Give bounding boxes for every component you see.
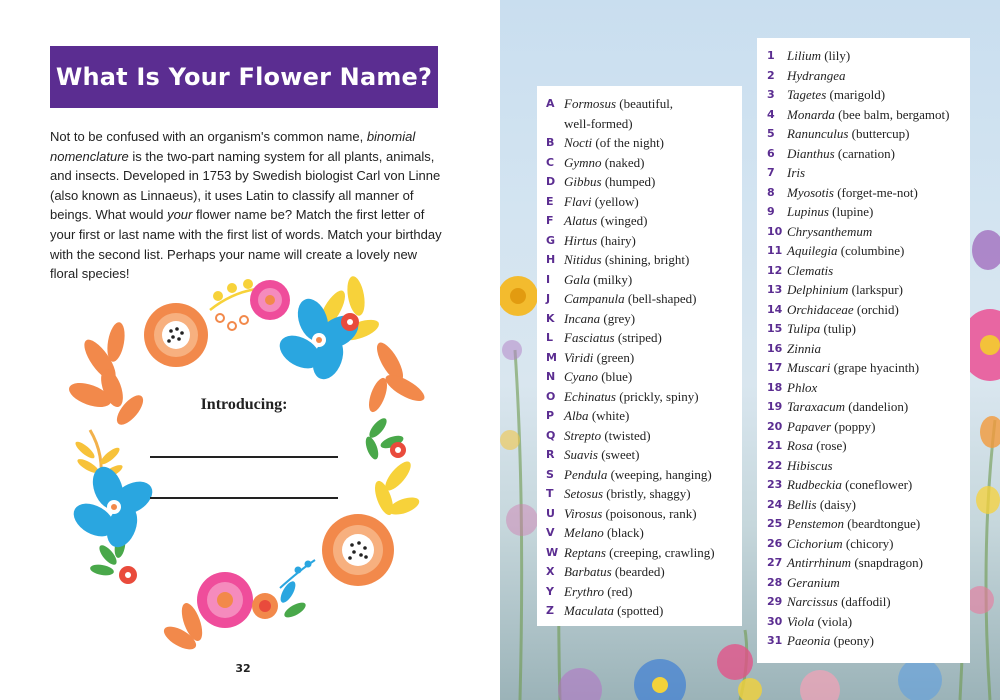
letter-entry-latin-word: Strepto [564, 427, 602, 443]
letter-entry-row [546, 387, 742, 407]
number-entry-row [767, 261, 970, 281]
letter-entry-key: E [546, 194, 554, 208]
letter-entry-meaning: (white) [588, 408, 630, 423]
number-entry-meaning: (viola) [814, 613, 853, 629]
letter-entry-meaning: (creeping, crawling) [605, 544, 715, 560]
number-entry-key: 20 [767, 419, 783, 433]
letter-entry-text [564, 192, 742, 212]
letter-entry-text [564, 445, 742, 465]
letter-entry-text [564, 426, 742, 446]
number-entry-key: 13 [767, 283, 783, 296]
letter-entry-latin-word: Flavi [564, 193, 592, 209]
letter-entry-row [546, 250, 742, 270]
letter-entry-key: L [546, 331, 554, 344]
letter-entry-row [546, 543, 742, 563]
letter-entry-latin-word: Campanula [564, 291, 625, 306]
letter-entry-text [564, 211, 742, 231]
letter-entry-meaning: (red) [603, 583, 633, 599]
number-entry-row [767, 612, 970, 632]
letter-entry-meaning: (blue) [597, 369, 633, 384]
letter-entry-row [546, 367, 742, 387]
letter-entry-latin-word: Pendula [564, 466, 608, 482]
number-entry-row [767, 475, 970, 495]
number-entry-meaning: (larkspur) [848, 282, 903, 297]
number-entry-latin-word: Antirrhinum [787, 555, 852, 570]
number-entry-row [767, 514, 970, 534]
number-entry-text [787, 261, 970, 281]
letter-entry-row [546, 133, 742, 153]
number-entry-meaning: (poppy) [831, 418, 876, 434]
number-entry-key: 30 [767, 614, 783, 628]
letter-entry-key: J [546, 292, 551, 305]
letter-entry-meaning: (humped) [601, 174, 656, 189]
letter-entry-meaning: (hairy) [597, 232, 636, 248]
letter-entry-latin-word: Viridi [564, 349, 594, 365]
letter-entry-row [546, 153, 742, 173]
letter-entry-row [546, 465, 742, 485]
letter-entry-text [564, 601, 742, 621]
flower-wreath-illustration [60, 270, 440, 650]
letter-entry-latin-word: Formosus [564, 96, 617, 111]
number-entry-meaning: (snapdragon) [851, 555, 923, 570]
number-entry-row [767, 397, 970, 417]
number-entry-latin-word: Geranium [787, 574, 840, 590]
letter-entry-row [546, 211, 742, 231]
numbers-list-card [757, 38, 970, 663]
number-entry-row [767, 241, 970, 261]
letter-entry-row [546, 289, 742, 309]
letter-entry-latin-word: Cyano [564, 369, 598, 384]
number-entry-meaning: (grape hyacinth) [830, 360, 920, 375]
number-entry-meaning: (lupine) [828, 204, 874, 219]
introducing-label: Introducing: [200, 396, 288, 413]
number-entry-key: 31 [767, 634, 783, 647]
letter-entry-latin-word: Gala [564, 271, 590, 287]
number-entry-row [767, 631, 970, 651]
number-entry-text [787, 202, 970, 222]
number-entry-text [787, 534, 970, 554]
pink-flower-top [250, 280, 290, 320]
letter-entry-latin-word: Hirtus [564, 232, 598, 248]
number-entry-latin-word: Phlox [787, 379, 818, 395]
number-entry-key: 22 [767, 458, 783, 472]
number-entry-text [787, 417, 970, 437]
number-entry-latin-word: Tulipa [787, 321, 821, 336]
number-entry-latin-word: Cichorium [787, 535, 843, 551]
letter-entry-meaning: (grey) [600, 310, 636, 326]
intro-emphasis: your [167, 207, 193, 223]
letter-entry-text [564, 582, 742, 602]
number-entry-meaning: (daisy) [816, 496, 856, 512]
number-entry-key: 29 [767, 595, 783, 608]
number-entry-text [787, 592, 970, 612]
number-entry-row [767, 534, 970, 554]
letter-entry-key: M [546, 350, 557, 364]
number-entry-row [767, 202, 970, 222]
number-entry-text [787, 553, 970, 573]
letter-entry-meaning: (twisted) [601, 427, 651, 443]
letter-entry-latin-word: Incana [564, 310, 601, 326]
letter-entry-text [564, 133, 742, 153]
number-entry-key: 4 [767, 107, 775, 121]
letter-entry-key: X [546, 565, 555, 578]
letter-entry-latin-word: Gymno [564, 154, 602, 170]
number-entry-latin-word: Rudbeckia [787, 477, 842, 492]
orange-flower-bottom-right [322, 514, 394, 586]
number-entry-meaning: (coneflower) [841, 477, 913, 492]
letter-entry-text [564, 348, 742, 368]
number-entry-meaning: (bee balm, bergamot) [834, 106, 950, 122]
page-number: 32 [235, 662, 251, 675]
letter-entry-row [546, 231, 742, 251]
number-entry-text [787, 319, 970, 339]
number-entry-row [767, 85, 970, 105]
letter-entry-latin-word: Maculata [564, 603, 614, 618]
letter-entry-meaning: (yellow) [591, 193, 639, 209]
letter-entry-latin-word: Echinatus [564, 388, 616, 404]
letter-entry-key: Y [546, 584, 554, 598]
letter-entry-row [546, 270, 742, 290]
number-entry-latin-word: Viola [787, 613, 815, 629]
letters-list-card [537, 86, 742, 626]
letter-entry-text [564, 562, 742, 582]
letter-entry-meaning: (beautiful, [616, 96, 674, 111]
number-entry-row [767, 163, 970, 183]
intro-paragraph [50, 127, 445, 284]
number-entry-text [787, 495, 970, 515]
letter-entry-text [564, 153, 742, 173]
number-entry-latin-word: Hydrangea [787, 67, 846, 83]
letter-entry-text [564, 309, 742, 329]
letter-entry-row [546, 484, 742, 504]
number-entry-row [767, 144, 970, 164]
page-title: What Is Your Flower Name? [55, 63, 433, 91]
number-entry-latin-word: Narcissus [787, 594, 838, 609]
letter-entry-key: U [546, 506, 555, 520]
letter-entry-latin-word: Suavis [564, 447, 598, 462]
number-entry-meaning: (rose) [813, 438, 847, 453]
number-entry-text [787, 66, 970, 86]
letter-entry-meaning: (weeping, hanging) [607, 466, 712, 482]
number-entry-key: 2 [767, 68, 775, 82]
number-entry-meaning: (dandelion) [845, 399, 909, 414]
number-entry-key: 14 [767, 302, 783, 316]
letter-entry-meaning: (sweet) [597, 447, 640, 462]
number-entry-latin-word: Lilium [787, 48, 821, 63]
number-entry-text [787, 183, 970, 203]
letter-entry-key: S [546, 467, 554, 481]
number-entry-latin-word: Lupinus [787, 204, 829, 219]
intro-text-3: flower name be? Match the first letter of your first or last name with the first list of words. Match your birthday with the second list. Perhaps your name will create a lovely new floral species! [50, 207, 442, 282]
letter-entry-meaning: (of the night) [592, 135, 665, 150]
number-entry-text [787, 222, 970, 242]
number-entry-text [787, 612, 970, 632]
number-entry-meaning: (columbine) [837, 243, 905, 258]
letter-entry-key: G [546, 233, 556, 247]
letter-entry-row [546, 406, 742, 426]
number-entry-key: 6 [767, 146, 775, 160]
number-entry-key: 16 [767, 341, 783, 355]
number-entry-latin-word: Papaver [787, 418, 832, 434]
letter-entry-row [546, 172, 742, 192]
letter-entry-key: P [546, 409, 555, 422]
letter-entry-meaning: (spotted) [613, 603, 664, 618]
pink-flower-bottom [197, 572, 278, 628]
number-entry-key: 15 [767, 322, 783, 335]
number-entry-key: 11 [767, 244, 783, 257]
letter-entry-meaning: (shining, bright) [601, 252, 690, 267]
letter-entry-text [564, 367, 742, 387]
number-entry-text [787, 241, 970, 261]
letter-entry-row [546, 562, 742, 582]
letter-entry-latin-word: Fasciatus [564, 330, 615, 345]
letter-entry-row [546, 523, 742, 543]
number-entry-latin-word: Muscari [787, 360, 831, 375]
number-entry-text [787, 124, 970, 144]
number-entry-text [787, 85, 970, 105]
number-entry-text [787, 397, 970, 417]
letter-entry-key: N [546, 370, 556, 383]
number-entry-row [767, 124, 970, 144]
number-entry-meaning: (peony) [830, 633, 875, 648]
letter-entry-key: V [546, 526, 555, 539]
number-entry-latin-word: Rosa [787, 438, 813, 453]
number-entry-text [787, 144, 970, 164]
number-entry-latin-word: Tagetes [787, 87, 827, 102]
letter-entry-text [564, 94, 742, 114]
number-entry-key: 21 [767, 439, 783, 452]
letter-entry-key: C [546, 155, 555, 169]
number-entry-latin-word: Zinnia [787, 340, 821, 356]
number-entry-latin-word: Delphinium [787, 282, 849, 297]
letter-entry-meaning: (green) [593, 349, 635, 365]
intro-term: binomial nomenclature [50, 129, 416, 164]
intro-text-2: is the two-part naming system for all plants, animals, and insects. Developed in 1753 by Swedish biologist Carl von Linne (also known as Linnaeus), it uses Latin to classify all manner of beings. What would [50, 148, 441, 223]
number-entry-text [787, 339, 970, 359]
letter-entry-meaning: (bearded) [611, 564, 665, 579]
letter-entry-latin-word: Nitidus [564, 252, 602, 267]
number-entry-row [767, 339, 970, 359]
letter-entry-row [546, 504, 742, 524]
letter-entry-key: A [546, 97, 555, 110]
number-entry-key: 23 [767, 478, 783, 491]
number-entry-latin-word: Iris [787, 165, 806, 180]
letter-entry-key: Q [546, 428, 556, 442]
number-entry-key: 12 [767, 263, 783, 277]
letter-entry-key: R [546, 448, 555, 461]
letter-entry-meaning: (bell-shaped) [624, 291, 697, 306]
letter-entry-text [564, 172, 742, 192]
number-entry-text [787, 378, 970, 398]
number-entry-latin-word: Aquilegia [787, 243, 838, 258]
number-entry-text [787, 358, 970, 378]
letter-entry-meaning: (winged) [597, 213, 648, 228]
number-entry-row [767, 573, 970, 593]
number-entry-row [767, 378, 970, 398]
letter-entry-latin-word: Alatus [564, 213, 598, 228]
number-entry-row [767, 553, 970, 573]
letter-entry-meaning-continued: well-formed) [564, 115, 633, 131]
letter-entry-row [546, 601, 742, 621]
letter-entry-latin-word: Setosus [564, 486, 603, 501]
letter-entry-key: I [546, 272, 551, 286]
number-entry-meaning: (forget-me-not) [833, 184, 918, 200]
letter-entry-latin-word: Virosus [564, 505, 603, 521]
number-entry-latin-word: Clematis [787, 262, 834, 278]
letter-entry-key: B [546, 136, 555, 149]
number-entry-row [767, 46, 970, 66]
letter-entry-row [546, 309, 742, 329]
number-entry-meaning: (carnation) [834, 145, 895, 161]
number-entry-row [767, 183, 970, 203]
letter-entry-key: O [546, 389, 556, 403]
letter-entry-latin-word: Gibbus [564, 174, 602, 189]
letter-entry-row [546, 192, 742, 212]
number-entry-latin-word: Bellis [787, 496, 817, 512]
number-entry-latin-word: Monarda [787, 106, 835, 122]
number-entry-meaning: (orchid) [853, 301, 899, 317]
blue-flower-left [68, 463, 158, 552]
number-entry-meaning: (lily) [820, 48, 851, 63]
number-entry-row [767, 280, 970, 300]
number-entry-row [767, 456, 970, 476]
number-entry-row [767, 495, 970, 515]
letter-entry-text [564, 504, 742, 524]
letter-entry-text [564, 231, 742, 251]
number-entry-row [767, 300, 970, 320]
number-entry-key: 26 [767, 536, 783, 550]
letter-entry-text [564, 270, 742, 290]
number-entry-key: 19 [767, 400, 783, 413]
letter-entry-key: Z [546, 604, 554, 617]
letter-entry-text [564, 289, 742, 309]
number-entry-key: 10 [767, 224, 783, 238]
number-entry-latin-word: Chrysanthemum [787, 223, 873, 239]
number-entry-meaning: (daffodil) [837, 594, 891, 609]
number-entry-row [767, 222, 970, 242]
number-entry-latin-word: Taraxacum [787, 399, 846, 414]
letter-entry-text [564, 523, 742, 543]
letter-entry-row [546, 328, 742, 348]
number-entry-row [767, 319, 970, 339]
letter-entry-text [564, 406, 742, 426]
letter-entry-text [564, 543, 742, 563]
number-entry-meaning: (tulip) [820, 321, 856, 336]
red-flower-small-left [119, 566, 137, 584]
letter-entry-row [546, 445, 742, 465]
number-entry-text [787, 631, 970, 651]
number-entry-key: 5 [767, 127, 775, 140]
letter-entry-meaning: (poisonous, rank) [602, 505, 697, 521]
name-blank-line-second [150, 497, 338, 499]
number-entry-text [787, 514, 970, 534]
number-entry-latin-word: Penstemon [787, 516, 845, 531]
number-entry-latin-word: Ranunculus [787, 126, 849, 141]
letter-entry-row [546, 426, 742, 446]
number-entry-latin-word: Orchidaceae [787, 301, 854, 317]
letter-entry-meaning: (milky) [590, 271, 633, 287]
letter-entry-key: H [546, 253, 556, 266]
number-entry-meaning: (beardtongue) [844, 516, 921, 531]
letter-entry-latin-word: Barbatus [564, 564, 612, 579]
orange-flower-top-left [144, 303, 208, 367]
letter-entry-meaning: (naked) [601, 154, 645, 170]
name-blank-line-first [150, 456, 338, 458]
letter-entry-text [564, 387, 742, 407]
number-entry-latin-word: Paeonia [787, 633, 831, 648]
letter-entry-latin-word: Nocti [564, 135, 593, 150]
letter-entry-latin-word: Erythro [564, 583, 604, 599]
title-banner [50, 46, 438, 108]
letter-entry-latin-word: Alba [564, 408, 589, 423]
number-entry-text [787, 163, 970, 183]
number-entry-key: 27 [767, 556, 783, 569]
number-entry-text [787, 105, 970, 125]
number-entry-key: 25 [767, 517, 783, 530]
number-entry-text [787, 456, 970, 476]
letter-entry-text [564, 465, 742, 485]
letter-entry-key: K [546, 311, 555, 325]
letter-entry-text [564, 484, 742, 504]
number-entry-text [787, 280, 970, 300]
number-entry-meaning: (chicory) [842, 535, 894, 551]
number-entry-meaning: (marigold) [826, 87, 886, 102]
intro-text-1: Not to be confused with an organism's common name, [50, 129, 367, 144]
number-entry-key: 8 [767, 185, 775, 199]
number-entry-row [767, 105, 970, 125]
letter-entry-text [564, 250, 742, 270]
number-entry-key: 3 [767, 88, 775, 101]
letter-entry-meaning: (black) [603, 525, 644, 540]
number-entry-meaning: (buttercup) [848, 126, 910, 141]
letter-entry-row [546, 582, 742, 602]
letter-entry-key: W [546, 545, 559, 559]
letter-entry-latin-word: Melano [564, 525, 604, 540]
letter-entry-meaning: (bristly, shaggy) [603, 486, 691, 501]
number-entry-latin-word: Hibiscus [787, 457, 833, 473]
letter-entry-key: T [546, 487, 554, 500]
number-entry-key: 28 [767, 575, 783, 589]
number-entry-text [787, 573, 970, 593]
number-entry-key: 18 [767, 380, 783, 394]
letter-entry-meaning: (striped) [614, 330, 662, 345]
number-entry-key: 17 [767, 361, 783, 374]
number-entry-key: 1 [767, 49, 775, 62]
letter-entry-latin-word: Reptans [564, 544, 606, 560]
number-entry-text [787, 436, 970, 456]
letter-entry-text [564, 328, 742, 348]
letter-entry-row [546, 94, 742, 114]
number-entry-text [787, 475, 970, 495]
number-entry-key: 24 [767, 497, 783, 511]
number-entry-row [767, 417, 970, 437]
number-entry-text [787, 46, 970, 66]
number-entry-text [787, 300, 970, 320]
number-entry-key: 9 [767, 205, 775, 218]
letter-entry-key: F [546, 214, 554, 227]
number-entry-row [767, 436, 970, 456]
number-entry-latin-word: Dianthus [787, 145, 835, 161]
number-entry-row [767, 66, 970, 86]
number-entry-latin-word: Myosotis [787, 184, 834, 200]
number-entry-key: 7 [767, 166, 775, 179]
number-entry-row [767, 358, 970, 378]
number-entry-row [767, 592, 970, 612]
letter-entry-meaning: (prickly, spiny) [616, 388, 699, 404]
letter-entry-key: D [546, 175, 556, 188]
letter-entry-row [546, 348, 742, 368]
